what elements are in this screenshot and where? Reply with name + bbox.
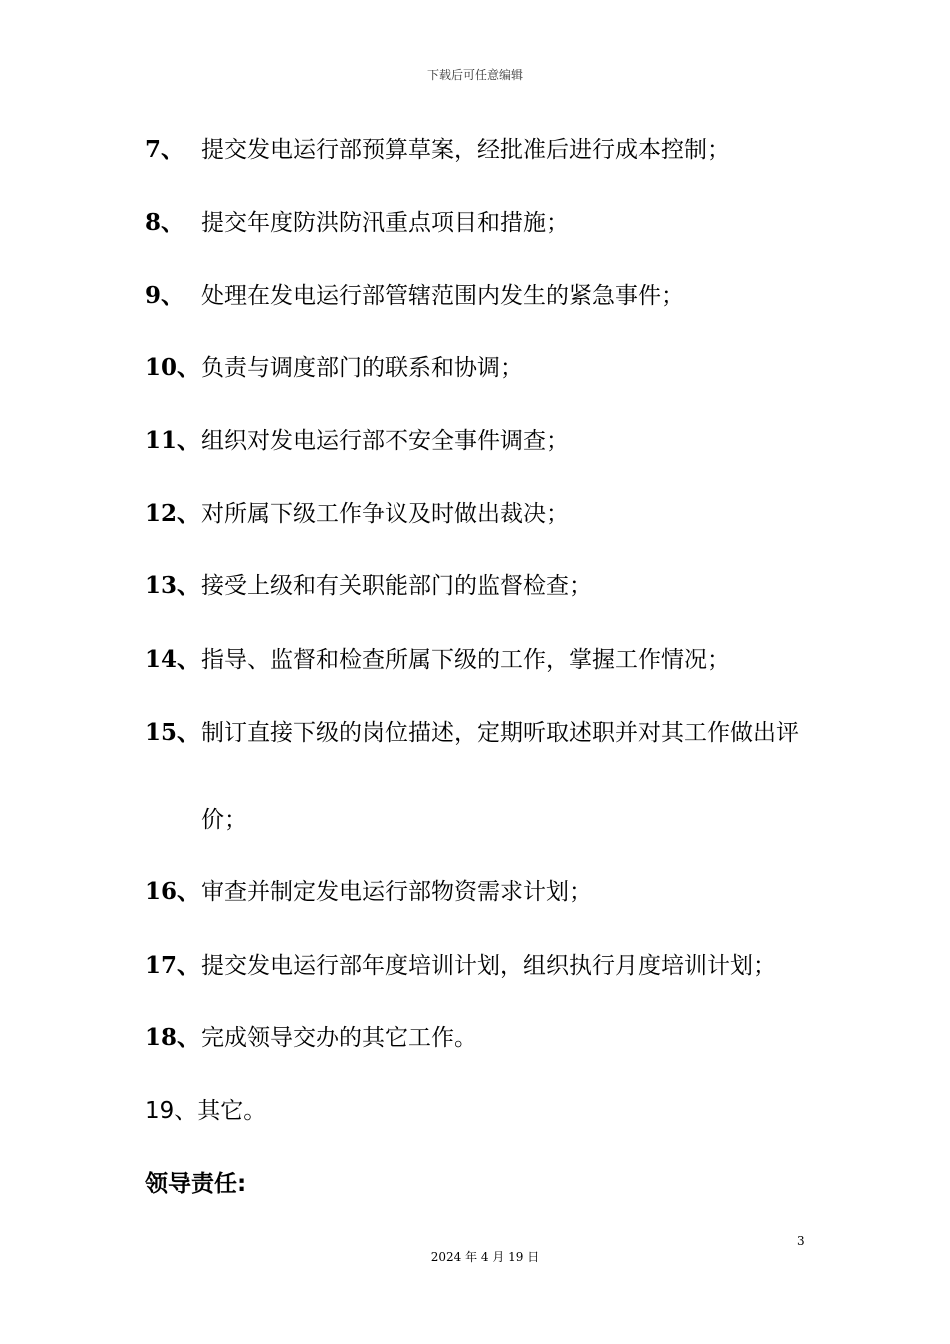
- item-number: 12、: [145, 500, 201, 527]
- item-text: 对所属下级工作争议及时做出裁决；: [201, 501, 569, 527]
- item-text: 指导、监督和检查所属下级的工作，掌握工作情况；: [201, 647, 730, 673]
- item-text: 负责与调度部门的联系和协调；: [201, 355, 523, 381]
- item-text-continuation: 价；: [201, 807, 247, 833]
- item-number: 11、: [145, 427, 201, 454]
- item-text: 审查并制定发电运行部物资需求计划；: [201, 879, 592, 905]
- item-text: 提交发电运行部年度培训计划，组织执行月度培训计划；: [201, 953, 776, 979]
- item-number: 16、: [145, 878, 201, 905]
- footer-date: 2024 年 4 月 19 日: [430, 1250, 540, 1264]
- item-number: 10、: [145, 354, 201, 381]
- item-number: 13、: [145, 572, 201, 599]
- item-number: 15、: [145, 719, 201, 746]
- item-number: 8、: [145, 209, 185, 236]
- item-text: 制订直接下级的岗位描述，定期听取述职并对其工作做出评: [201, 720, 799, 746]
- item-text: 提交发电运行部预算草案，经批准后进行成本控制；: [201, 137, 730, 163]
- item-text: 接受上级和有关职能部门的监督检查；: [201, 573, 592, 599]
- item-number: 17、: [145, 952, 201, 979]
- section-heading: 领导责任:: [145, 1171, 247, 1197]
- item-text: 完成领导交办的其它工作。: [201, 1025, 477, 1051]
- item-text: 组织对发电运行部不安全事件调查；: [201, 428, 569, 454]
- item-text: 提交年度防洪防汛重点项目和措施；: [201, 210, 569, 236]
- page-header: 下载后可任意编辑: [426, 68, 523, 82]
- item-text: 处理在发电运行部管辖范围内发生的紧急事件；: [201, 283, 684, 309]
- other-item: 19、其它。: [145, 1098, 267, 1124]
- item-number: 18、: [145, 1024, 201, 1051]
- item-number: 9、: [145, 282, 185, 309]
- page-number: 3: [797, 1234, 805, 1248]
- item-number: 14、: [145, 646, 201, 673]
- item-number: 7、: [145, 136, 185, 163]
